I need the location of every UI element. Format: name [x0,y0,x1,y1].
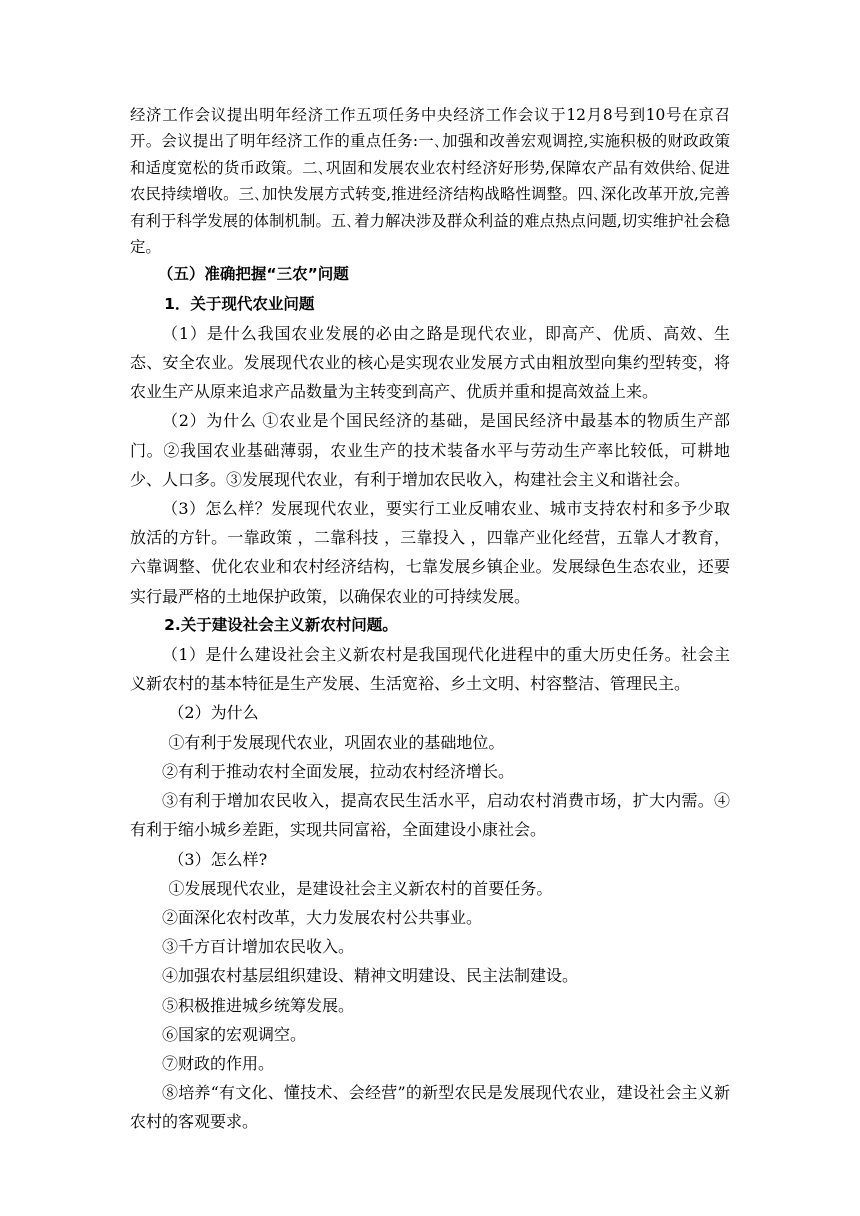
topic2-what-paragraph: （1）是什么建设社会主义新农村是我国现代化进程中的重大历史任务。社会主义新农村的基本特征是生产发展、生活宽裕、乡土文明、村容整洁、管理民主。 [130,645,730,694]
topic2-why-item: ②有利于推动农村全面发展，拉动农村经济增长。 [162,761,515,781]
topic2-how-item: ④加强农村基层组织建设、精神文明建设、民主法制建设。 [162,966,579,986]
topic2-how-item: ②面深化农村改革，大力发展农村公共事业。 [162,907,483,927]
topic1-how-paragraph: （3）怎么样？发展现代农业，要实行工业反哺农业、城市支持农村和多予少取放活的方针。一靠政策 ，二靠科技 ，三靠投入 ，四靠产业化经营，五靠人才教育，六靠调整、优化农业和农村经济结构，七靠发展乡镇企业。发展绿色生态农业，还要实行最严格的土地保护政策，以确保农业的可持续发展。 [130,499,730,606]
topic2-why-label: （2）为什么 [168,703,259,723]
topic2-how-item: ①发展现代农业，是建设社会主义新农村的首要任务。 [168,878,553,898]
topic2-heading: 2.关于建设社会主义新农村问题。 [164,615,398,634]
topic2-how-item: ⑦财政的作用。 [162,1053,275,1073]
topic1-what-paragraph: （1）是什么我国农业发展的必由之路是现代农业，即高产、优质、高效、生态、安全农业。发展现代农业的核心是实现农业发展方式由粗放型向集约型转变，将农业生产从原来追求产品数量为主转变到高产、优质并重和提高效益上来。 [130,323,730,402]
topic2-how-item: ③千方百计增加农民收入。 [162,937,355,957]
topic2-why-item: ①有利于发展现代农业，巩固农业的基础地位。 [168,732,505,752]
document-body [130,102,730,1137]
section-heading: （五）准确把握“三农”问题 [157,265,349,284]
topic2-why-item: ③有利于增加农民收入，提高农民生活水平，启动农村消费市场，扩大内需。④有利于缩小城乡差距，实现共同富裕，全面建设小康社会。 [130,791,730,840]
topic2-how-item: ⑥国家的宏观调空。 [162,1024,307,1044]
intro-paragraph: 经济工作会议提出明年经济工作五项任务中央经济工作会议于12月8号到10号在京召开。会议提出了明年经济工作的重点任务:一､加强和改善宏观调控,实施积极的财政政策和适度宽松的货币政策。二､巩固和发展农业农村经济好形势,保障农产品有效供给､促进农民持续增收。三､加快发展方式转变,推进经济结构战略性调整。四､深化改革开放,完善有利于科学发展的体制机制。五､着力解决涉及群众利益的难点热点问题,切实维护社会稳定。 [130,106,730,257]
topic1-why-paragraph: （2）为什么 ①农业是个国民经济的基础，是国民经济中最基本的物质生产部门。②我国农业基础薄弱，农业生产的技术装备水平与劳动生产率比较低，可耕地少、人口多。③发展现代农业，有利于增加农民收入，构建社会主义和谐社会。 [130,411,730,489]
topic2-how-label: （3）怎么样? [168,849,268,869]
topic2-how-item: ⑧培养“有文化、懂技术、会经营”的新型农民是发展现代农业，建设社会主义新农村的客观要求。 [130,1083,730,1132]
topic2-how-item: ⑤积极推进城乡统筹发展。 [162,995,355,1015]
topic1-heading: 1．关于现代农业问题 [164,294,315,313]
